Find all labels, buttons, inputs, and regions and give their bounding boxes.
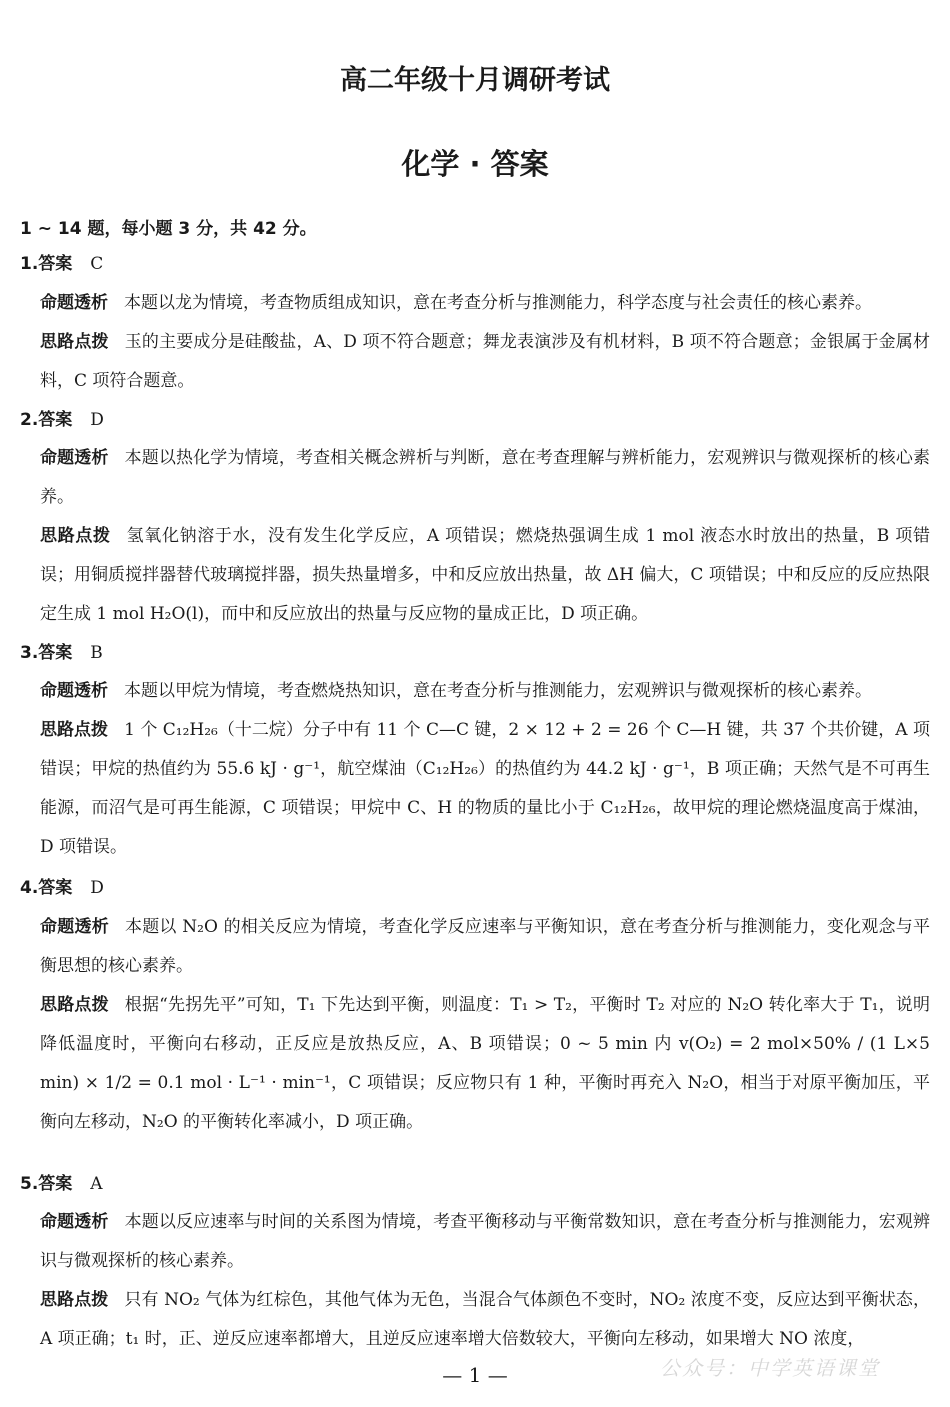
intent-paragraph — [40, 672, 930, 711]
intent-label: 命题透析 — [40, 1212, 109, 1232]
answer-label: 答案 — [38, 1174, 73, 1194]
watermark: 公众号：中学英语课堂 — [660, 1356, 880, 1380]
page-subtitle: 化学 · 答案 — [401, 147, 549, 181]
hint-paragraph — [40, 1281, 930, 1359]
answer-value: A — [90, 1174, 103, 1194]
answer-label: 答案 — [38, 254, 73, 274]
question-number: 3. — [20, 643, 39, 663]
intent-label: 命题透析 — [40, 448, 109, 468]
intent-paragraph — [40, 1203, 930, 1281]
hint-text: 玉的主要成分是硅酸盐，A、D 项不符合题意；舞龙表演涉及有机材料，B 项不符合题意；金银属于金属材料，C 项符合题意。 — [40, 332, 930, 391]
question-number: 4. — [20, 878, 39, 898]
question-number: 5. — [20, 1174, 39, 1194]
answer-value: B — [90, 643, 103, 663]
question-header — [20, 1174, 103, 1194]
hint-paragraph — [40, 986, 930, 1142]
intent-label: 命题透析 — [40, 917, 109, 937]
section-intro: 1 ~ 14 题，每小题 3 分，共 42 分。 — [20, 219, 317, 239]
answer-value: D — [90, 878, 104, 898]
intent-text: 本题以龙为情境，考查物质组成知识，意在考查分析与推测能力，科学态度与社会责任的核心素养。 — [124, 293, 872, 313]
page-number: — 1 — — [442, 1363, 508, 1387]
answer-label: 答案 — [38, 410, 73, 430]
intent-text: 本题以 N₂O 的相关反应为情境，考查化学反应速率与平衡知识，意在考查分析与推测能力，变化观念与平衡思想的核心素养。 — [40, 917, 931, 976]
intent-paragraph — [40, 284, 930, 323]
question-number: 2. — [20, 410, 39, 430]
question-header — [20, 878, 104, 898]
page-title: 高二年级十月调研考试 — [340, 65, 610, 96]
hint-paragraph — [40, 323, 930, 401]
hint-paragraph — [40, 711, 930, 867]
hint-label: 思路点拨 — [40, 332, 109, 352]
intent-text: 本题以反应速率与时间的关系图为情境，考查平衡移动与平衡常数知识，意在考查分析与推测能力，宏观辨识与微观探析的核心素养。 — [40, 1212, 931, 1271]
hint-paragraph — [40, 517, 930, 634]
answer-value: D — [90, 410, 104, 430]
hint-text: 1 个 C₁₂H₂₆（十二烷）分子中有 11 个 C—C 键，2 × 12 + 2 = 26 个 C—H 键，共 37 个共价键，A 项错误；甲烷的热值约为 55.6 kJ · g⁻¹，航空煤油（C₁₂H₂₆）的热值约为 44.2 kJ · g⁻¹，B 项正确；天然气是不可再生能源，而沼气是可再生能源，C 项错误；甲烷中 C、H 的物质的量比小于 C₁₂H₂₆，故甲烷的理论燃烧温度高于煤油，D 项错误。 — [40, 720, 930, 857]
hint-label: 思路点拨 — [40, 995, 109, 1015]
answer-label: 答案 — [38, 643, 73, 663]
question-header — [20, 643, 103, 663]
intent-paragraph — [40, 439, 930, 517]
hint-text: 氢氧化钠溶于水，没有发生化学反应，A 项错误；燃烧热强调生成 1 mol 液态水时放出的热量，B 项错误；用铜质搅拌器替代玻璃搅拌器，损失热量增多，中和反应放出热量，故 ΔH 偏大，C 项错误；中和反应的反应热限定生成 1 mol H₂O(l)，而中和反应放出的热量与反应物的量成正比，D 项正确。 — [40, 526, 930, 624]
question-number: 1. — [20, 254, 39, 274]
intent-text: 本题以热化学为情境，考查相关概念辨析与判断，意在考查理解与辨析能力，宏观辨识与微观探析的核心素养。 — [40, 448, 931, 507]
answer-value: C — [90, 254, 104, 274]
intent-paragraph — [40, 908, 930, 986]
hint-label: 思路点拨 — [40, 1290, 109, 1310]
question-header — [20, 254, 103, 274]
answer-label: 答案 — [38, 878, 73, 898]
hint-text: 只有 NO₂ 气体为红棕色，其他气体为无色，当混合气体颜色不变时，NO₂ 浓度不变，反应达到平衡状态，A 项正确；t₁ 时，正、逆反应速率都增大，且逆反应速率增大倍数较大，平衡向左移动，如果增大 NO 浓度， — [40, 1290, 931, 1349]
intent-text: 本题以甲烷为情境，考查燃烧热知识，意在考查分析与推测能力，宏观辨识与微观探析的核心素养。 — [124, 681, 872, 701]
hint-label: 思路点拨 — [40, 720, 109, 740]
hint-label: 思路点拨 — [40, 526, 111, 546]
question-header — [20, 410, 104, 430]
intent-label: 命题透析 — [40, 681, 108, 701]
intent-label: 命题透析 — [40, 293, 108, 313]
hint-text: 根据“先拐先平”可知，T₁ 下先达到平衡，则温度：T₁ > T₂，平衡时 T₂ 对应的 N₂O 转化率大于 T₁，说明降低温度时，平衡向右移动，正反应是放热反应，A、B 项错误；0 ~ 5 min 内 v(O₂) = 2 mol×50% / (1 L×5 min) × 1/2 = 0.1 mol · L⁻¹ · min⁻¹，C 项错误；反应物只有 1 种，平衡时再充入 N₂O，相当于对原平衡加压，平衡向左移动，N₂O 的平衡转化率减小，D 项正确。 — [40, 995, 930, 1132]
